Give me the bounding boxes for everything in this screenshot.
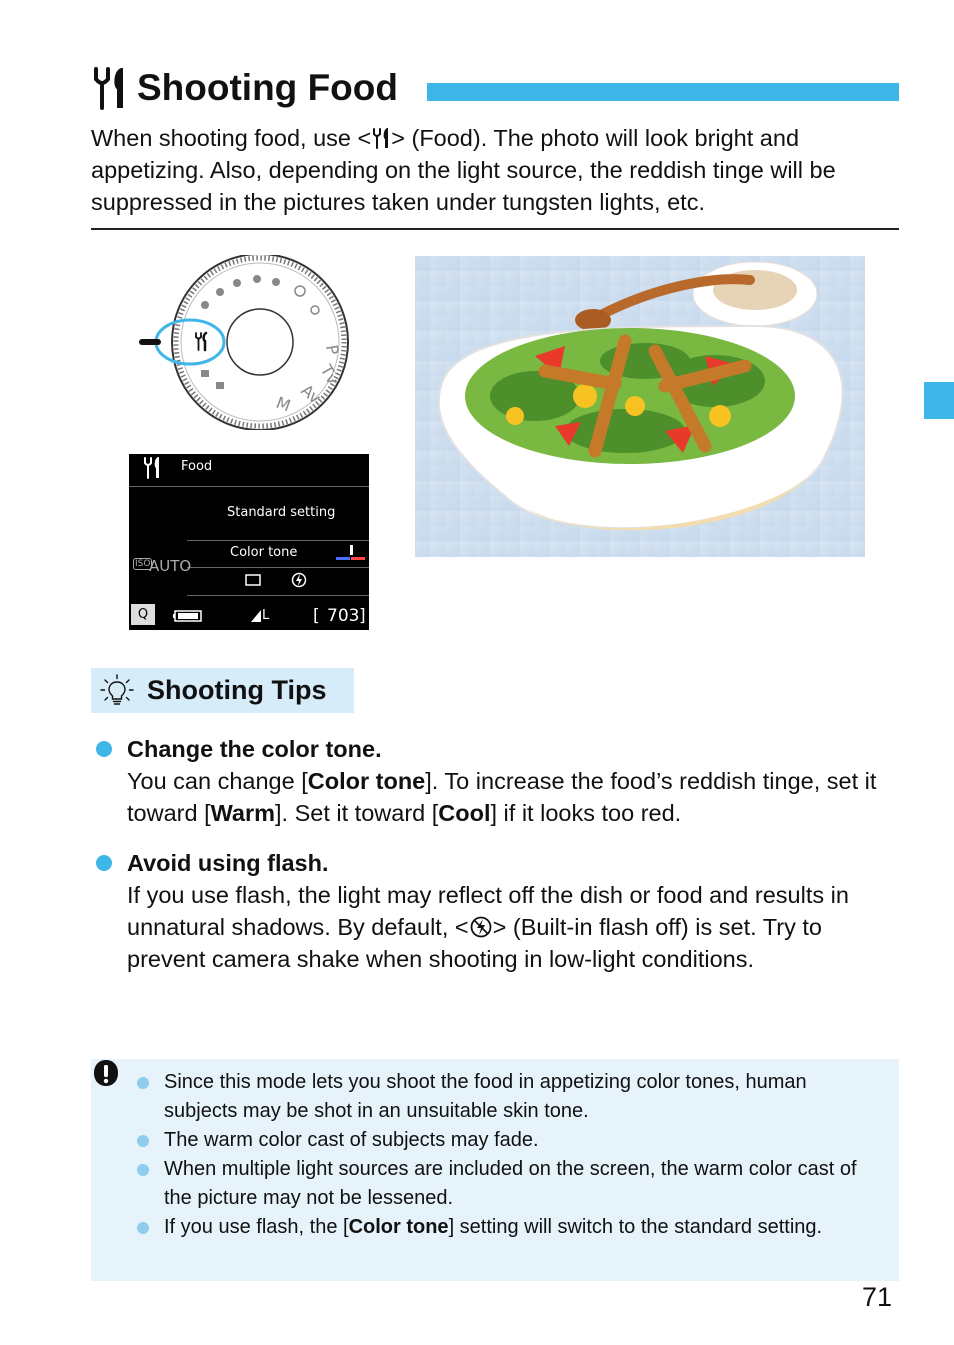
bullet-icon <box>137 1077 149 1089</box>
caution-item <box>135 1213 880 1242</box>
tip-text: ]. Set it toward [ <box>275 800 439 826</box>
chapter-tab <box>924 382 954 419</box>
shooting-tips-title: Shooting Tips <box>147 675 327 705</box>
caution-text: ] setting will switch to the standard setting. <box>448 1216 823 1238</box>
tip-text: > (Built-in flash off) is set. Try to prevent camera shake when shooting in low-light conditions. <box>127 914 822 972</box>
tip-text: If you use flash, the light may reflect off the dish or food and results in unnatural shadows. By default, < <box>127 882 849 940</box>
menu-term-color-tone: Color tone <box>348 1216 449 1238</box>
intro-text-2: > (Food). The photo will look bright and appetizing. Also, depending on the light source, the reddish tinge will be suppressed in the pictures taken under tungsten lights, etc. <box>91 125 836 215</box>
menu-term-warm: Warm <box>210 800 276 826</box>
caution-item <box>135 1155 880 1213</box>
food-mode-icon <box>91 65 129 111</box>
food-salad-photo <box>415 256 865 557</box>
lightbulb-icon <box>99 673 135 709</box>
caution-text: When multiple light sources are included on the screen, the warm color cast of the picture may not be lessened. <box>164 1158 857 1209</box>
bullet-icon <box>137 1222 149 1234</box>
shots-bracket-l: [ <box>313 606 320 626</box>
caution-text: If you use flash, the [ <box>164 1216 349 1238</box>
lcd-color-tone-label: Color tone <box>230 545 298 560</box>
iso-tag: ISO <box>135 559 151 569</box>
tip-color-tone <box>92 733 902 829</box>
battery-icon <box>173 610 203 622</box>
quality-icon <box>251 610 261 622</box>
bullet-icon <box>137 1164 149 1176</box>
tip-body <box>127 879 902 975</box>
bullet-icon <box>137 1135 149 1147</box>
tip-avoid-flash <box>92 847 902 975</box>
lcd-screen <box>129 454 369 630</box>
caution-text: The warm color cast of subjects may fade. <box>164 1129 539 1151</box>
tip-text: ]. To increase the food’s reddish tinge, set it toward [ <box>127 768 877 826</box>
page-title <box>91 62 398 114</box>
dial-label-tv: Tv <box>316 361 343 388</box>
flash-off-icon <box>291 572 307 588</box>
caution-text: Since this mode lets you shoot the food in appetizing color tones, human subjects may be shot in an unsuitable skin tone. <box>164 1071 807 1122</box>
tip-body <box>127 765 902 829</box>
caution-icon <box>91 1059 121 1091</box>
iso-value: AUTO <box>149 557 192 575</box>
menu-term-color-tone: Color tone <box>307 768 426 794</box>
divider <box>91 228 899 230</box>
mode-dial-illustration <box>130 255 352 430</box>
dial-label-m: M <box>273 392 294 416</box>
lcd-mode-title: Food <box>181 459 213 474</box>
dial-label-p: P <box>322 343 343 357</box>
caution-box <box>91 1059 899 1281</box>
tip-text: ] if it looks too red. <box>490 800 682 826</box>
shooting-tips-heading <box>91 668 354 713</box>
color-tone-scale <box>336 544 366 562</box>
title-text: Shooting Food <box>137 67 398 108</box>
quick-control-button: Q <box>131 604 155 625</box>
bullet-icon <box>96 855 112 871</box>
caution-list <box>135 1068 880 1242</box>
title-accent-bar <box>427 83 899 101</box>
caution-item <box>135 1126 880 1155</box>
image-quality: L <box>262 608 270 623</box>
shots-bracket-r: ] <box>359 606 366 626</box>
food-mode-icon <box>143 456 161 480</box>
flash-off-icon <box>469 915 493 939</box>
dial-label-av: Av <box>297 380 325 408</box>
caution-item <box>135 1068 880 1126</box>
lcd-standard-setting: Standard setting <box>227 505 336 520</box>
food-icon <box>371 127 391 149</box>
intro-paragraph <box>91 122 901 218</box>
tip-heading: Change the color tone. <box>127 736 382 762</box>
tip-heading: Avoid using flash. <box>127 850 329 876</box>
tip-text: You can change [ <box>127 768 308 794</box>
single-shot-icon <box>245 574 261 586</box>
intro-text-1: When shooting food, use < <box>91 125 372 151</box>
shots-remaining: 703 <box>327 606 360 626</box>
page-number: 71 <box>862 1282 893 1312</box>
menu-term-cool: Cool <box>438 800 491 826</box>
bullet-icon <box>96 741 112 757</box>
